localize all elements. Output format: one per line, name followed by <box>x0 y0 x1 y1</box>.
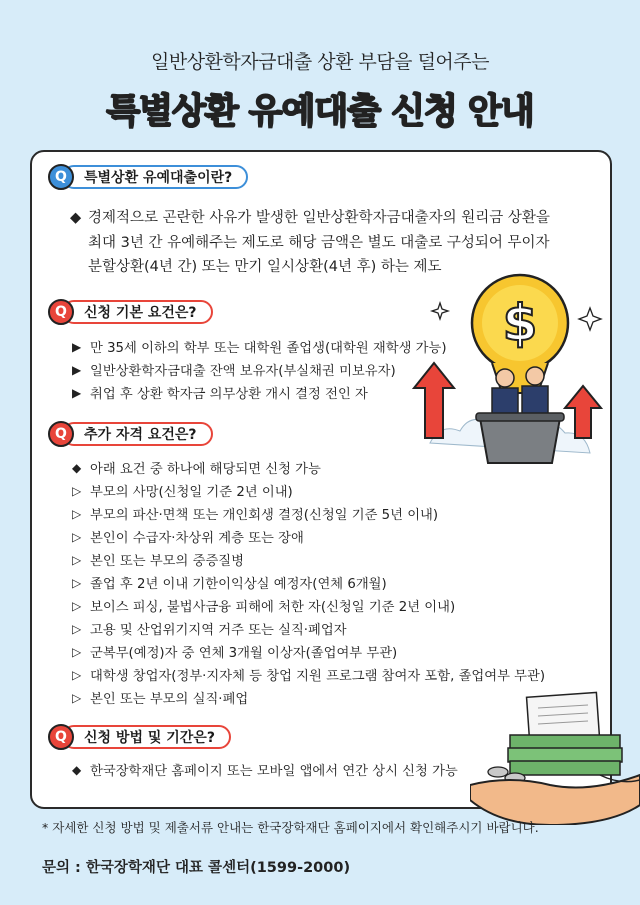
list-item: ▷ 대학생 창업자(정부·지자체 등 창업 지원 프로그램 참여자 포함, 졸업여부 무관) <box>72 667 546 684</box>
section1-line: 분할상환(4년 간) 또는 만기 일시상환(4년 후) 하는 제도 <box>88 259 442 275</box>
list-item: ▷ 보이스 피싱, 불법사금융 피해에 처한 자(신청일 기준 2년 이내) <box>72 598 456 615</box>
page-subtitle: 일반상환학자금대출 상환 부담을 덜어주는 <box>151 51 489 73</box>
list-item: ▶ 만 35세 이하의 학부 또는 대학원 졸업생(대학원 재학생 가능) <box>72 339 447 356</box>
svg-text:$: $ <box>502 294 538 352</box>
list-item: ▷ 군복무(예정)자 중 연체 3개월 이상자(졸업여부 무관) <box>72 644 398 661</box>
list-item: ▷ 본인 또는 부모의 실직·폐업 <box>72 690 249 707</box>
section4-heading <box>48 723 231 751</box>
q-badge: Q <box>48 164 74 190</box>
list-item: ▷ 본인 또는 부모의 중증질병 <box>72 552 244 569</box>
page-title <box>0 84 640 134</box>
list-item: ▷ 부모의 파산·면책 또는 개인회생 결정(신청일 기준 5년 이내) <box>72 506 439 523</box>
section3-heading <box>48 420 213 448</box>
section3-list <box>72 456 545 709</box>
section2-heading <box>48 298 213 326</box>
section1-line: 경제적으로 곤란한 사유가 발생한 일반상환학자금대출자의 원리금 상환을 <box>88 210 550 226</box>
section1-line: 최대 3년 간 유예해주는 제도로 해당 금액은 별도 대출로 구성되어 무이자 <box>88 234 550 251</box>
list-item: ▷ 고용 및 산업위기지역 거주 또는 실직·폐업자 <box>72 621 347 638</box>
list-item: ▶ 일반상환학자금대출 잔액 보유자(부실채권 미보유자) <box>72 362 396 379</box>
q-badge: Q <box>48 421 74 447</box>
list-item: ▶ 취업 후 상환 학자금 의무상환 개시 결정 전인 자 <box>72 385 368 402</box>
title-part1: 특별상환 유예대출 <box>106 92 381 132</box>
section4-list <box>72 758 458 781</box>
q-badge: Q <box>48 299 74 325</box>
section2-list <box>72 335 447 404</box>
section3-title: 추가 자격 요건은? <box>62 422 213 446</box>
list-item: ▷ 본인이 수급자·차상위 계층 또는 장애 <box>72 529 304 546</box>
q-badge: Q <box>48 724 74 750</box>
diamond-bullet: ◆ <box>70 210 82 226</box>
contact-info: 문의 : 한국장학재단 대표 콜센터(1599-2000) <box>42 860 351 876</box>
lightbulb-dollar-balloon-icon <box>410 268 610 483</box>
list-item: ◆ 한국장학재단 홈페이지 또는 모바일 앱에서 연간 상시 신청 가능 <box>72 762 458 779</box>
list-item: ▷ 부모의 사망(신청일 기준 2년 이내) <box>72 483 293 500</box>
hand-with-money-icon <box>470 690 640 825</box>
section2-title: 신청 기본 요건은? <box>62 300 213 324</box>
footnote: * 자세한 신청 방법 및 제출서류 안내는 한국장학재단 홈페이지에서 확인해주시기 바랍니다. <box>42 820 539 835</box>
section1-heading <box>48 163 248 191</box>
list-item: ▷ 졸업 후 2년 이내 기한이익상실 예정자(연체 6개월) <box>72 575 387 592</box>
section1-title: 특별상환 유예대출이란? <box>62 165 248 189</box>
section4-title: 신청 방법 및 기간은? <box>62 725 231 749</box>
list-item: ◆ 아래 요건 중 하나에 해당되면 신청 가능 <box>72 460 321 477</box>
title-part2: 신청 안내 <box>391 92 534 132</box>
